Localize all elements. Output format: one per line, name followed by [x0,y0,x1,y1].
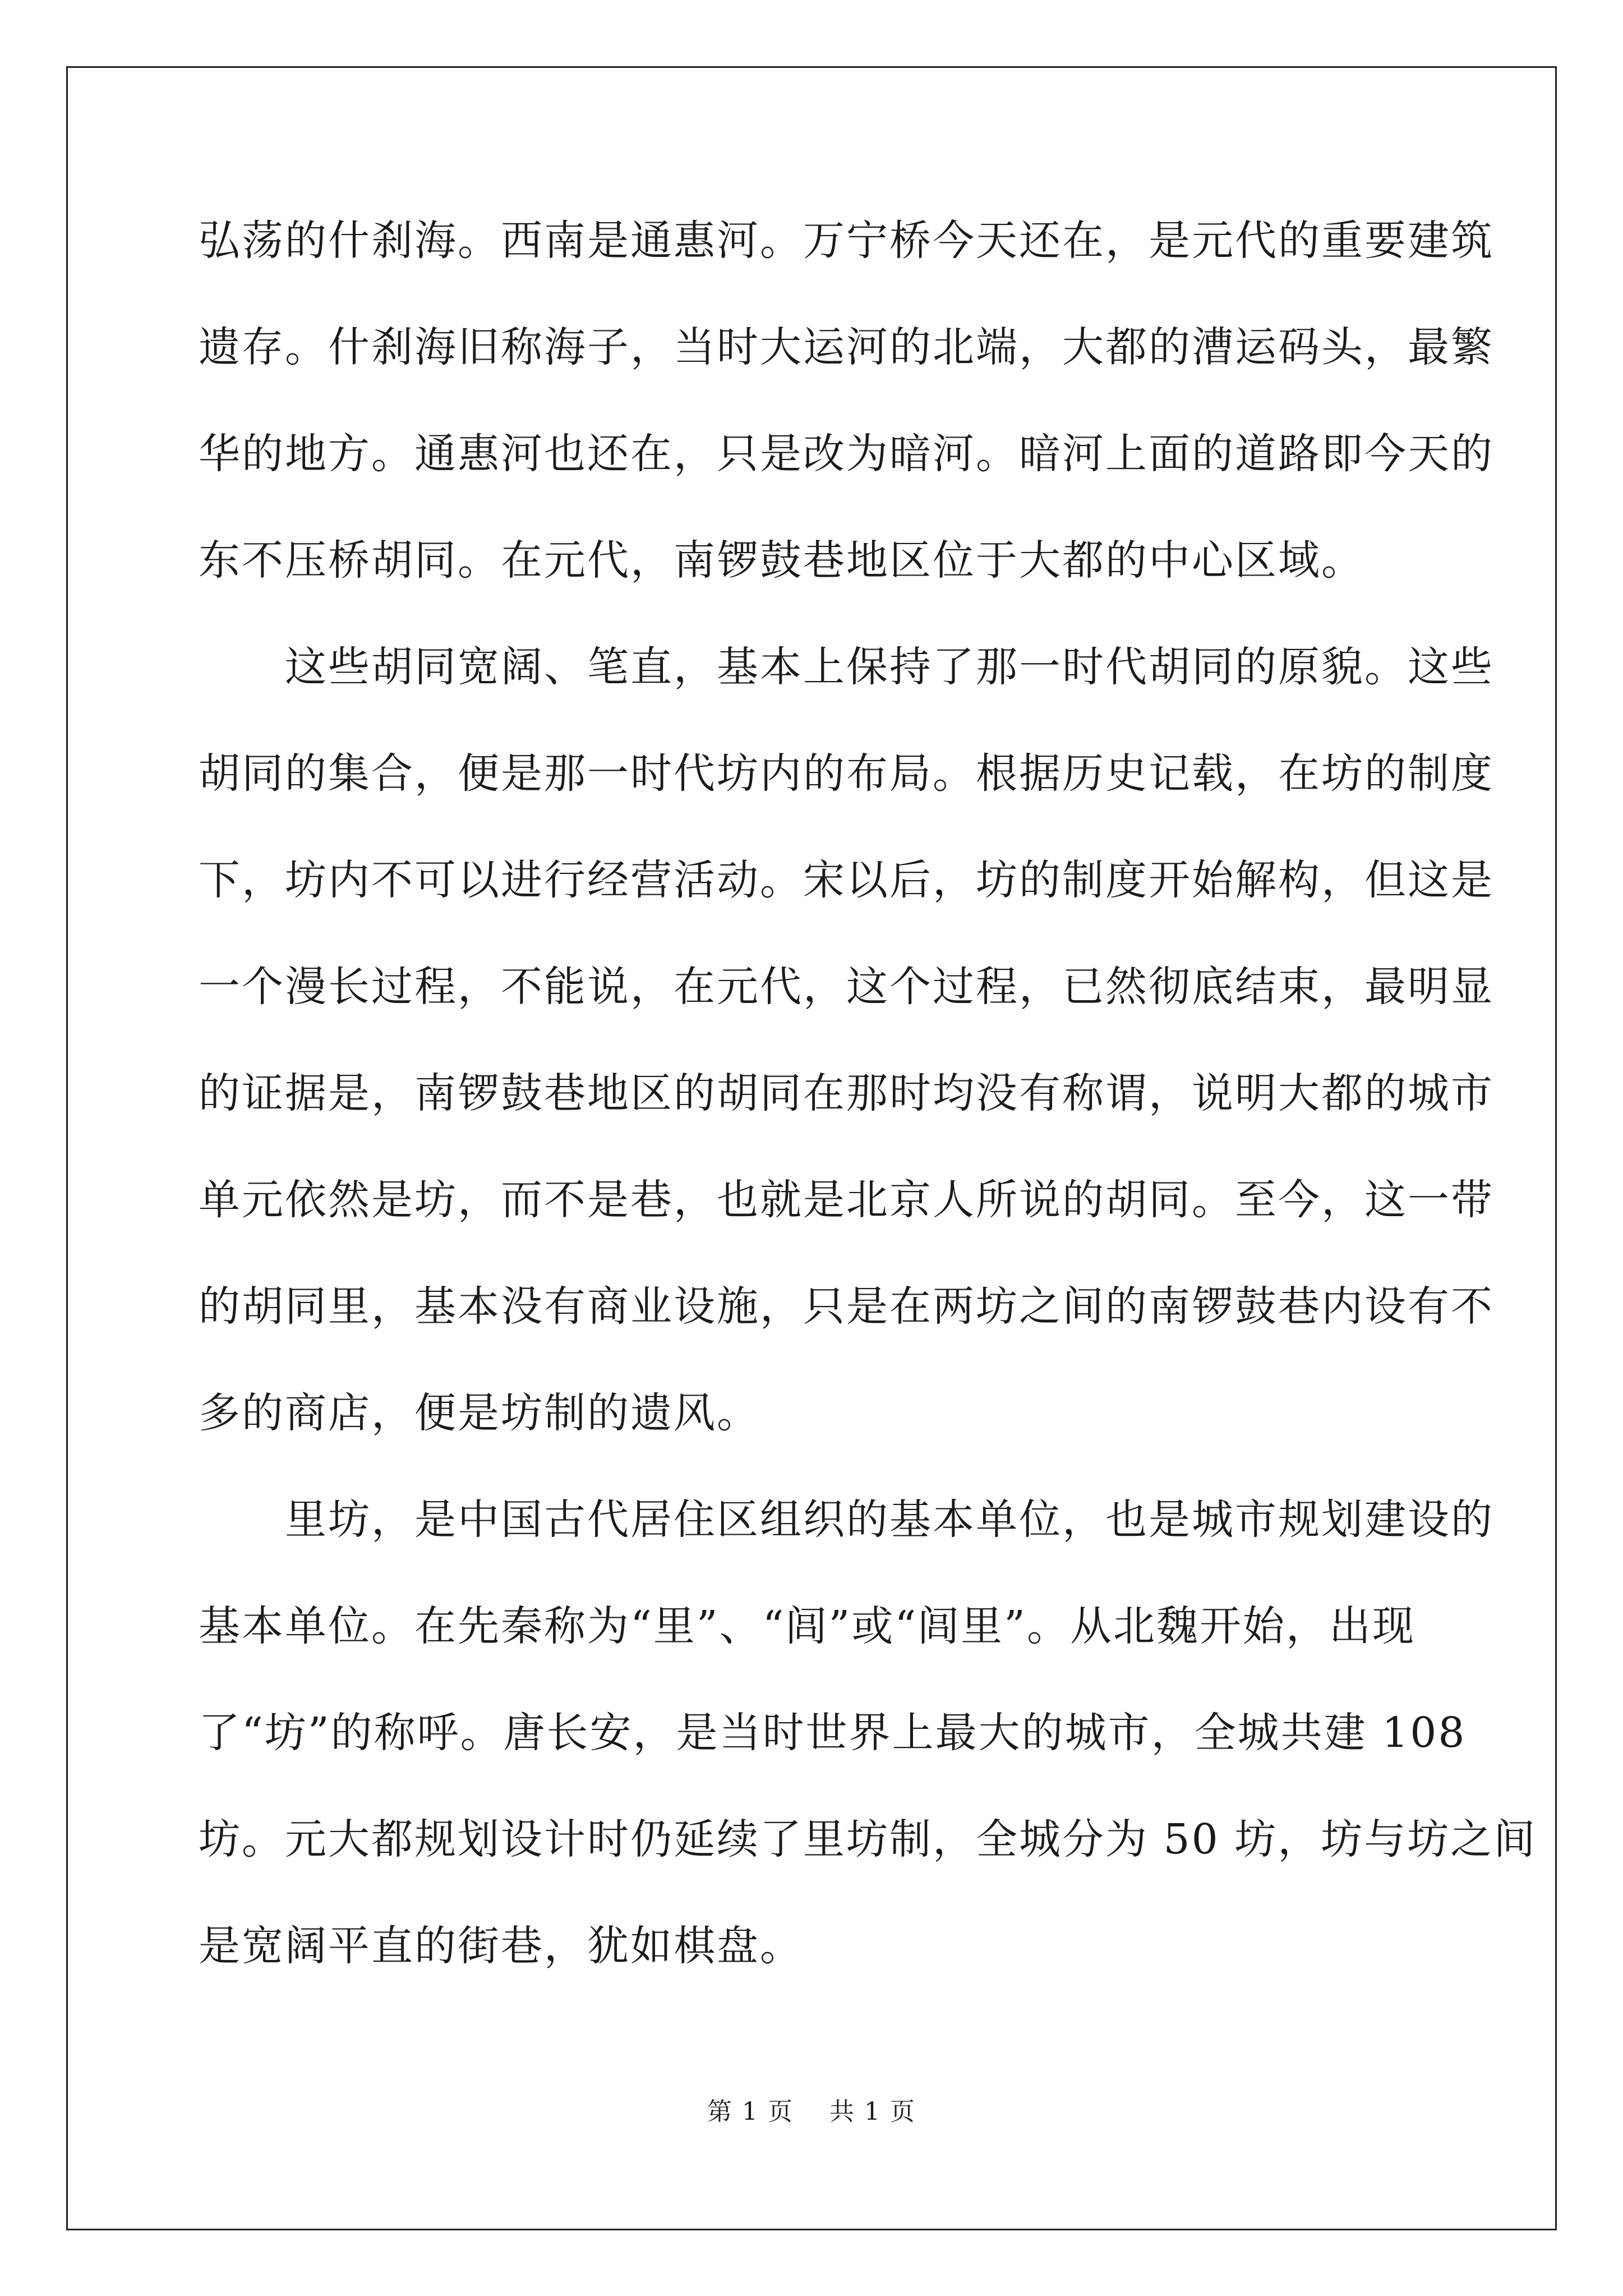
text-line: 一个漫长过程，不能说，在元代，这个过程，已然彻底结束，最明显 [199,963,1494,1011]
text-line: 遗存。什刹海旧称海子，当时大运河的北端，大都的漕运码头，最繁 [199,323,1494,371]
page-number: 第 1 页 [707,2097,794,2126]
page-footer [0,2091,1623,2127]
text-line: 的证据是，南锣鼓巷地区的胡同在那时均没有称谓，说明大都的城市 [199,1069,1494,1117]
text-line: 是宽阔平直的街巷，犹如棋盘。 [199,1922,803,1970]
text-line: 了“坊”的称呼。唐长安，是当时世界上最大的城市，全城共建 108 [199,1709,1467,1757]
text-line: 的胡同里，基本没有商业设施，只是在两坊之间的南锣鼓巷内设有不 [199,1282,1494,1331]
text-line: 华的地方。通惠河也还在，只是改为暗河。暗河上面的道路即今天的 [199,430,1494,478]
text-line: 下，坊内不可以进行经营活动。宋以后，坊的制度开始解构，但这是 [199,856,1494,904]
page-total: 共 1 页 [829,2097,916,2126]
text-line: 坊。元大都规划设计时仍延续了里坊制，全城分为 50 坊，坊与坊之间 [199,1815,1537,1864]
text-line: 里坊，是中国古代居住区组织的基本单位，也是城市规划建设的 [199,1496,1494,1544]
text-line: 东不压桥胡同。在元代，南锣鼓巷地区位于大都的中心区域。 [199,536,1364,585]
document-body [199,208,1537,2019]
text-line: 基本单位。在先秦称为“里”、“闾”或“闾里”。从北魏开始，出现 [199,1602,1415,1650]
footer-separator [794,2097,829,2126]
text-line: 弘荡的什刹海。西南是通惠河。万宁桥今天还在，是元代的重要建筑 [199,217,1494,265]
text-line: 多的商店，便是坊制的遗风。 [199,1389,760,1437]
text-line: 胡同的集合，便是那一时代坊内的布局。根据历史记载，在坊的制度 [199,749,1494,798]
text-line: 这些胡同宽阔、笔直，基本上保持了那一时代胡同的原貌。这些 [199,643,1494,691]
text-line: 单元依然是坊，而不是巷，也就是北京人所说的胡同。至今，这一带 [199,1176,1494,1224]
